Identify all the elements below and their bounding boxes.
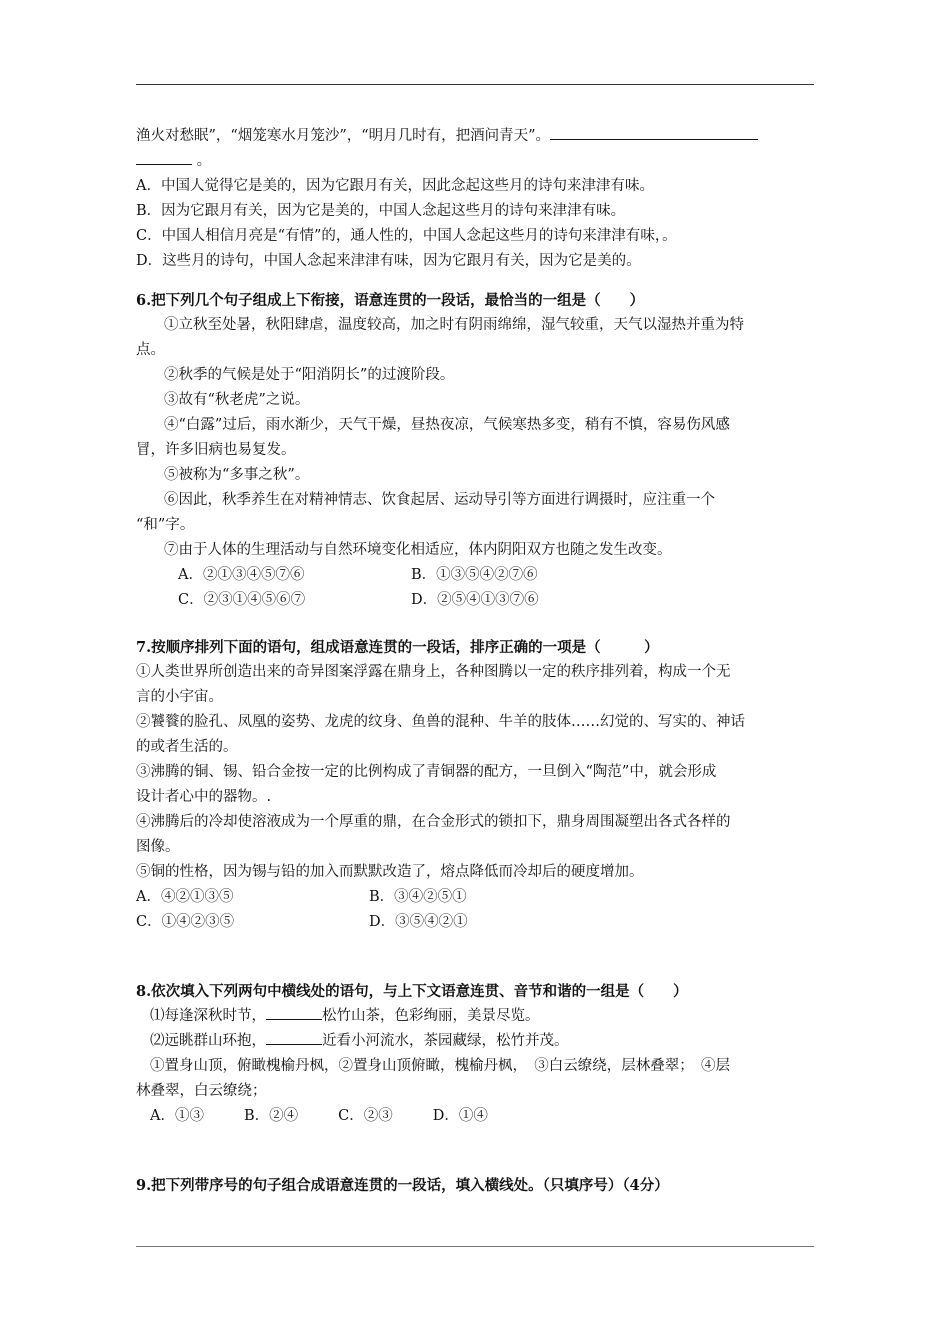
q7-sentence: ②饕餮的脸孔、凤凰的姿势、龙虎的纹身、鱼兽的混种、牛羊的肢体……幻觉的、写实的、神话 [136, 714, 745, 730]
q5-option-c: C．中国人相信月亮是“有情”的，通人性的，中国人念起这些月的诗句来津津有味，。 [136, 228, 677, 244]
q7-sentence: ④沸腾后的冷却使溶液成为一个厚重的鼎，在合金形式的锁扣下，鼎身周围凝塑出各式各样的 [136, 814, 731, 830]
q8-sentence-2: ⑵远眺群山环抱， 近看小河流水，茶园藏绿，松竹并茂。 [136, 1029, 826, 1054]
q8-options-row [136, 1104, 826, 1129]
answer-blank[interactable] [266, 1005, 322, 1020]
q8-option-d: D．①④ [432, 1108, 488, 1124]
q7-sentence: ⑤铜的性格，因为锡与铅的加入而默默改造了，熔点降低而冷却后的硬度增加。 [136, 864, 644, 880]
q7-option-b: B．③④②⑤① [369, 889, 467, 905]
q6-option-c: C．②③①④⑤⑥⑦ [178, 592, 306, 608]
q7-sentence: ③沸腾的铜、锡、铅合金按一定的比例构成了青铜器的配方，一旦倒入“陶范”中，就会形成 [136, 764, 717, 780]
q5-tail-line2: 。 [136, 149, 826, 174]
q7-title: 7.按顺序排列下面的语句，组成语意连贯的一段话，排序正确的一项是（ ） [136, 639, 659, 656]
q6-sentence: ①立秋至处暑，秋阳肆虐，温度较高，加之时有阴雨绵绵，湿气较重，天气以湿热并重为特 [164, 317, 744, 333]
header-rule [136, 84, 814, 85]
q8-option-a: A．①③ [150, 1108, 204, 1124]
q6-sentence: ⑤被称为“多事之秋”。 [164, 467, 310, 483]
answer-blank[interactable] [266, 1030, 322, 1045]
answer-blank[interactable] [550, 125, 758, 140]
q7-options-row [136, 885, 826, 910]
q5-option-d: D．这些月的诗句，中国人念起来津津有味，因为它跟月有关，因为它是美的。 [136, 253, 641, 269]
q8-option-c: C．②③ [338, 1108, 393, 1124]
q8-option-b: B．②④ [243, 1108, 299, 1124]
q6-sentence: ④“白露”过后，雨水渐少，天气干燥，昼热夜凉，气候寒热多变，稍有不慎，容易伤风感 [164, 417, 730, 433]
q5-tail-line1: 渔火对愁眠”，“烟笼寒水月笼沙”，“明月几时有，把酒问青天”。 [136, 124, 826, 149]
document-page [136, 124, 826, 1198]
q8-sentence-1: ⑴每逢深秋时节， 松竹山茶，色彩绚丽，美景尽览。 [136, 1004, 826, 1029]
q6-sentence: 点。 [136, 342, 165, 358]
q7-sentence: 言的小宇宙。 [136, 689, 223, 705]
q5-option-b: B．因为它跟月有关，因为它是美的，中国人念起这些月的诗句来津津有味。 [136, 203, 626, 219]
q8-title: 8.依次填入下列两句中横线处的语句，与上下文语意连贯、音节和谐的一组是（ ） [136, 983, 688, 1000]
q7-sentence: ①人类世界所创造出来的奇异图案浮露在鼎身上，各种图腾以一定的秩序排列着，构成一个无 [136, 664, 731, 680]
q5-option-a: A．中国人觉得它是美的，因为它跟月有关，因此念起这些月的诗句来津津有味。 [136, 178, 654, 194]
q6-sentence: ⑦由于人体的生理活动与自然环境变化相适应，体内阴阳双方也随之发生改变。 [164, 542, 672, 558]
footer-rule [136, 1246, 814, 1247]
q8-choices: ①置身山顶，俯瞰槐榆丹枫，②置身山顶俯瞰，槐榆丹枫， ③白云缭绕，层林叠翠； ④层 [150, 1058, 730, 1074]
q6-option-a: A．②①③④⑤⑦⑥ [178, 567, 305, 583]
q9-title: 9.把下列带序号的句子组合成语意连贯的一段话，填入横线处。（只填序号）（4分） [136, 1177, 669, 1194]
q6-sentence: “和”字。 [136, 517, 195, 533]
q6-sentence: ⑥因此，秋季养生在对精神情志、饮食起居、运动导引等方面进行调摄时，应注重一个 [164, 492, 715, 508]
q6-options-row [136, 588, 826, 613]
q6-option-b: B．①③⑤④②⑦⑥ [411, 567, 538, 583]
q7-option-d: D．③⑤④②① [369, 914, 468, 930]
q6-title: 6.把下列几个句子组成上下衔接，语意连贯的一段话，最恰当的一组是（ ） [136, 292, 645, 309]
q6-option-d: D．②⑤④①③⑦⑥ [411, 592, 539, 608]
q7-option-a: A．④②①③⑤ [136, 889, 234, 905]
q7-options-row [136, 910, 826, 935]
q7-option-c: C．①④②③⑤ [136, 914, 235, 930]
q7-sentence: 设计者心中的器物。. [136, 789, 272, 805]
q6-options-row [136, 563, 826, 588]
answer-blank[interactable] [136, 150, 192, 165]
q7-sentence: 图像。 [136, 839, 180, 855]
q7-sentence: 的或者生活的。 [136, 739, 238, 755]
q6-sentence: 冒，许多旧病也易复发。 [136, 442, 296, 458]
q8-choices: 林叠翠，白云缭绕； [136, 1083, 267, 1099]
q6-sentence: ③故有“秋老虎”之说。 [164, 392, 310, 408]
q6-sentence: ②秋季的气候是处于“阳消阴长”的过渡阶段。 [164, 367, 455, 383]
